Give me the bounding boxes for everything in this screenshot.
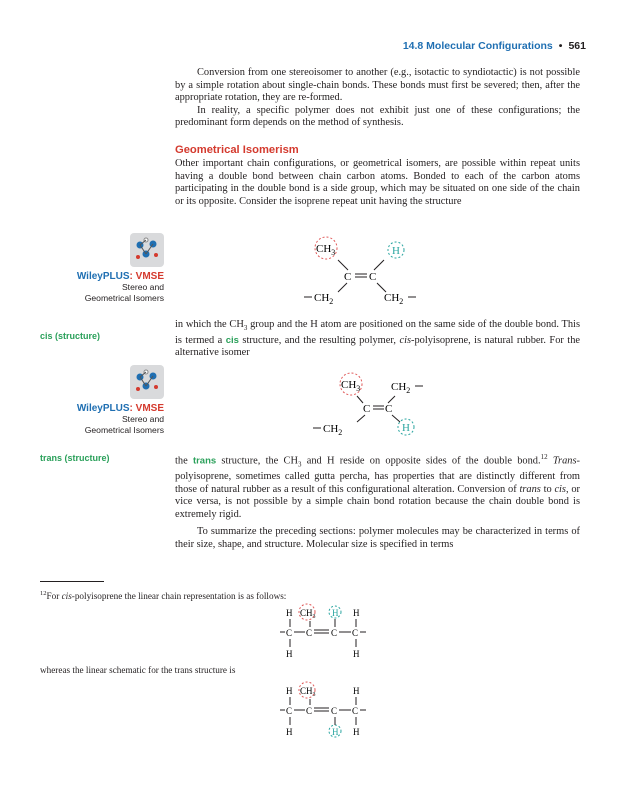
footnote-trans-intro: whereas the linear schematic for the trans structure is xyxy=(40,665,236,675)
svg-text:C: C xyxy=(286,706,293,716)
svg-text:H: H xyxy=(332,608,339,618)
cis-ch3-label: $CH_3$ xyxy=(316,243,336,257)
svg-text:H: H xyxy=(286,686,293,696)
intro-paragraphs xyxy=(175,67,580,130)
footnote-rule xyxy=(40,581,104,582)
trans-h-label: H xyxy=(402,422,410,434)
trans-structure-diagram xyxy=(305,372,435,444)
callout-caption-2: Geometrical Isomers xyxy=(84,424,164,435)
svg-text:H: H xyxy=(286,649,293,659)
cis-c-right: C xyxy=(369,271,377,283)
cis-structure-diagram xyxy=(300,236,430,308)
svg-text:C: C xyxy=(352,706,359,716)
svg-text:C: C xyxy=(306,706,313,716)
cis-linear-chain-diagram xyxy=(280,602,390,662)
cis-ch2-left: $CH_2$ xyxy=(314,292,334,306)
callout-caption-2: Geometrical Isomers xyxy=(84,292,164,303)
svg-text:C: C xyxy=(286,628,293,638)
wileyplus-callout-1[interactable] xyxy=(40,233,164,303)
svg-text:C: C xyxy=(331,706,338,716)
page-number: 561 xyxy=(568,40,586,52)
paragraph-5: the trans structure, the $CH_3$ and H reside on opposite sides of the double bond.$^{12}$ Trans-polyisoprene, sometimes called gutta percha, has properties that are distinctly different from those of natural rubber as a result of this configurational alteration. Conversion of trans to cis, or vice versa, is not possible by a simple chain bond rotation because the chain double bond is extremely rigid. xyxy=(175,453,581,520)
svg-text:C: C xyxy=(306,628,313,638)
footnote-text: $^{12}$For cis-polyisoprene the linear chain representation is as follows: xyxy=(40,590,287,602)
svg-text:C: C xyxy=(352,628,359,638)
svg-text:CH3: $CH_3$ xyxy=(300,608,316,620)
paragraph-1: Conversion from one stereoisomer to another (e.g., isotactic to syndiotactic) is not possible by a simple rotation about single-chain bonds. These bonds must first be severed; then, after the appropriate rotation, they are re-formed. xyxy=(175,67,580,104)
svg-text:C: C xyxy=(331,628,338,638)
trans-c-left: C xyxy=(363,403,371,415)
cis-h-label: H xyxy=(392,245,400,257)
trans-c-right: C xyxy=(385,403,393,415)
margin-term-trans: trans (structure) xyxy=(40,453,110,463)
molecule-icon xyxy=(130,233,164,267)
footnote-ref[interactable]: 12 xyxy=(540,453,548,461)
paragraph-4: in which the $CH_3$ group and the H atom are positioned on the same side of the double bond. This is termed a cis structure, and the resulting polymer, cis-polyisoprene, is natural rubber. For the alternative isomer xyxy=(175,319,581,359)
paragraph-6 xyxy=(175,526,580,551)
svg-text:H: H xyxy=(353,649,360,659)
section-title: 14.8 Molecular Configurations xyxy=(402,40,553,52)
wileyplus-brand: WileyPLUS: VMSE xyxy=(76,403,164,414)
header-bullet: • xyxy=(558,40,563,52)
svg-text:H: H xyxy=(353,608,360,618)
callout-caption-1: Stereo and xyxy=(121,282,164,292)
svg-text:H: H xyxy=(353,686,360,696)
trans-ch3-label: $CH_3$ xyxy=(341,379,361,393)
section-heading: Geometrical Isomerism xyxy=(175,144,299,156)
svg-text:H: H xyxy=(353,727,360,737)
wileyplus-brand: WileyPLUS: VMSE xyxy=(76,271,164,282)
trans-ch2-right: $CH_2$ xyxy=(391,381,411,395)
callout-caption-1: Stereo and xyxy=(121,414,164,424)
svg-text:H: H xyxy=(286,608,293,618)
trans-linear-chain-diagram xyxy=(280,680,390,740)
margin-term-cis: cis (structure) xyxy=(40,331,101,341)
svg-text:CH3: $CH_3$ xyxy=(300,686,316,698)
cis-c-left: C xyxy=(344,271,352,283)
paragraph-2: In reality, a specific polymer does not exhibit just one of these configurations; the predominant form depends on the method of synthesis. xyxy=(175,104,580,129)
svg-text:H: H xyxy=(332,727,339,737)
molecule-icon xyxy=(130,365,164,399)
paragraph-3 xyxy=(175,158,580,208)
trans-ch2-left: $CH_2$ xyxy=(323,423,343,437)
running-header xyxy=(403,40,586,52)
paragraph-3-text: Other important chain configurations, or geometrical isomers, are possible within repeat units having a double bond between chain carbon atoms. Bonded to each of the carbon atoms participating in the double bond is a side group, which may be situated on one side of the chain or its opposite. Consider the isoprene repeat unit having the structure xyxy=(175,158,580,207)
keyword-cis: cis xyxy=(225,334,239,346)
cis-ch2-right: $CH_2$ xyxy=(384,292,404,306)
keyword-trans: trans xyxy=(192,455,217,467)
wileyplus-callout-2[interactable] xyxy=(40,365,164,435)
svg-text:H: H xyxy=(286,727,293,737)
paragraph-6-text: To summarize the preceding sections: polymer molecules may be characterized in terms of their size, shape, and structure. Molecular size is specified in terms xyxy=(175,526,580,550)
